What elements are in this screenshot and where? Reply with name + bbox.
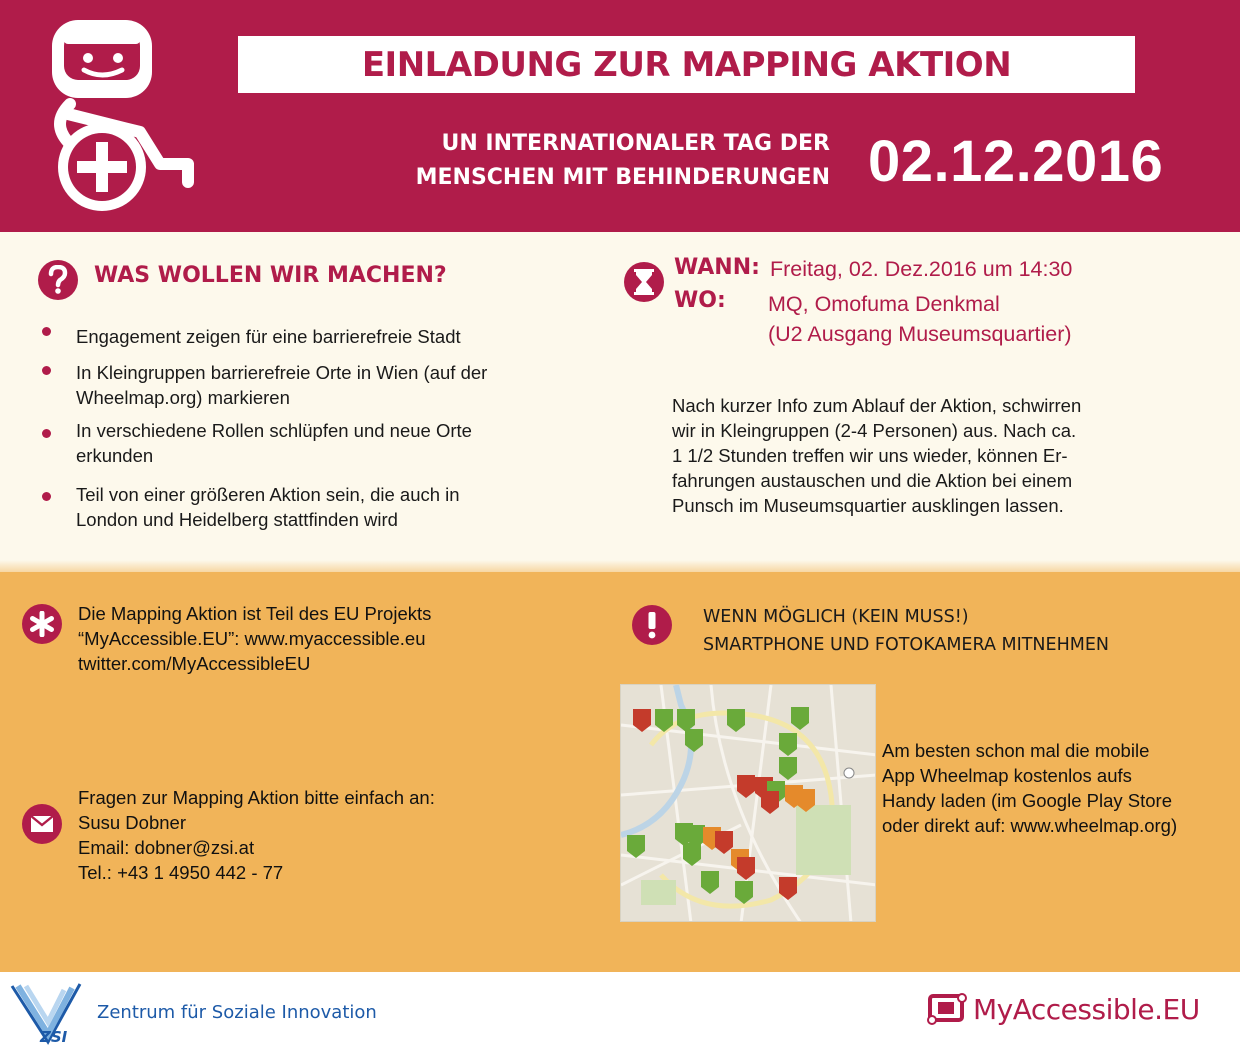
app-info	[882, 738, 1177, 838]
project-link[interactable]: “MyAccessible.EU”: www.myaccessible.eu	[78, 628, 426, 649]
partner-logo-text: MyAccessible.EU	[973, 993, 1200, 1026]
question-icon	[38, 260, 78, 300]
asterisk-icon	[22, 604, 62, 644]
list-item-continued: Wheelmap.org) markieren	[76, 387, 290, 408]
app-line: Handy laden (im Google Play Store	[882, 790, 1172, 811]
app-line: App Wheelmap kostenlos aufs	[882, 765, 1132, 786]
twitter-link[interactable]: twitter.com/MyAccessibleEU	[78, 653, 311, 674]
header-banner	[0, 0, 1240, 232]
contact-info	[78, 785, 435, 885]
list-item: In verschiedene Rollen schlüpfen und neue Orte	[76, 420, 472, 441]
exclamation-icon	[632, 605, 672, 645]
bullet	[42, 429, 51, 438]
envelope-icon	[22, 804, 62, 844]
subtitle-line-2: MENSCHEN MIT BEHINDERUNGEN	[415, 165, 830, 190]
info-line: fahrungen austauschen und die Aktion bei einem	[672, 470, 1073, 491]
when-value: Freitag, 02. Dez.2016 um 14:30	[770, 257, 1073, 281]
where-label: WO:	[674, 288, 726, 313]
zsi-logo-text: ZSI	[40, 1028, 68, 1046]
notice	[703, 603, 1109, 659]
info-line: Punsch im Museumsquartier ausklingen lassen.	[672, 495, 1064, 516]
wheelmap-screenshot	[620, 684, 876, 922]
when-label: WANN:	[674, 255, 760, 280]
bullet	[42, 492, 51, 501]
info-line: 1 1/2 Stunden treffen wir uns wieder, können Er-	[672, 445, 1068, 466]
app-line: Am besten schon mal die mobile	[882, 740, 1150, 761]
list-item: Engagement zeigen für eine barrierefreie Stadt	[76, 326, 461, 347]
subtitle	[330, 127, 830, 195]
bullet	[42, 327, 51, 336]
title-box	[238, 36, 1135, 93]
zsi-name: Zentrum für Soziale Innovation	[97, 1002, 377, 1023]
bullet	[42, 366, 51, 375]
contact-name: Susu Dobner	[78, 812, 186, 833]
where-value-line-2: (U2 Ausgang Museumsquartier)	[768, 322, 1072, 346]
wheelchair-smiley-icon	[40, 14, 200, 219]
notice-line-1: WENN MÖGLICH (KEIN MUSS!)	[703, 607, 969, 627]
list-item-continued: London und Heidelberg stattfinden wird	[76, 509, 398, 530]
list-item: Teil von einer größeren Aktion sein, die auch in	[76, 484, 460, 505]
project-line: Die Mapping Aktion ist Teil des EU Projekts	[78, 603, 432, 624]
contact-email[interactable]: Email: dobner@zsi.at	[78, 837, 255, 858]
page-title: EINLADUNG ZUR MAPPING AKTION	[361, 44, 1012, 85]
list-item: In Kleingruppen barrierefreie Orte in Wien (auf der	[76, 362, 488, 383]
event-date: 02.12.2016	[868, 129, 1164, 194]
contact-phone: Tel.: +43 1 4950 442 - 77	[78, 862, 284, 883]
contact-line: Fragen zur Mapping Aktion bitte einfach an:	[78, 787, 435, 808]
notice-line-2: SMARTPHONE UND FOTOKAMERA MITNEHMEN	[703, 635, 1109, 655]
what-heading: WAS WOLLEN WIR MACHEN?	[94, 263, 447, 288]
myaccessible-logo-icon	[926, 990, 970, 1026]
event-info	[672, 393, 1152, 518]
info-line: Nach kurzer Info zum Ablauf der Aktion, schwirren	[672, 395, 1082, 416]
where-value-line-1: MQ, Omofuma Denkmal	[768, 292, 1000, 316]
hourglass-icon	[624, 262, 664, 302]
subtitle-line-1: UN INTERNATIONALER TAG DER	[441, 131, 830, 156]
app-line: oder direkt auf: www.wheelmap.org)	[882, 815, 1178, 836]
info-line: wir in Kleingruppen (2-4 Personen) aus. Nach ca.	[672, 420, 1077, 441]
zsi-logo	[10, 982, 82, 1046]
project-info	[78, 601, 431, 676]
list-item-continued: erkunden	[76, 445, 154, 466]
